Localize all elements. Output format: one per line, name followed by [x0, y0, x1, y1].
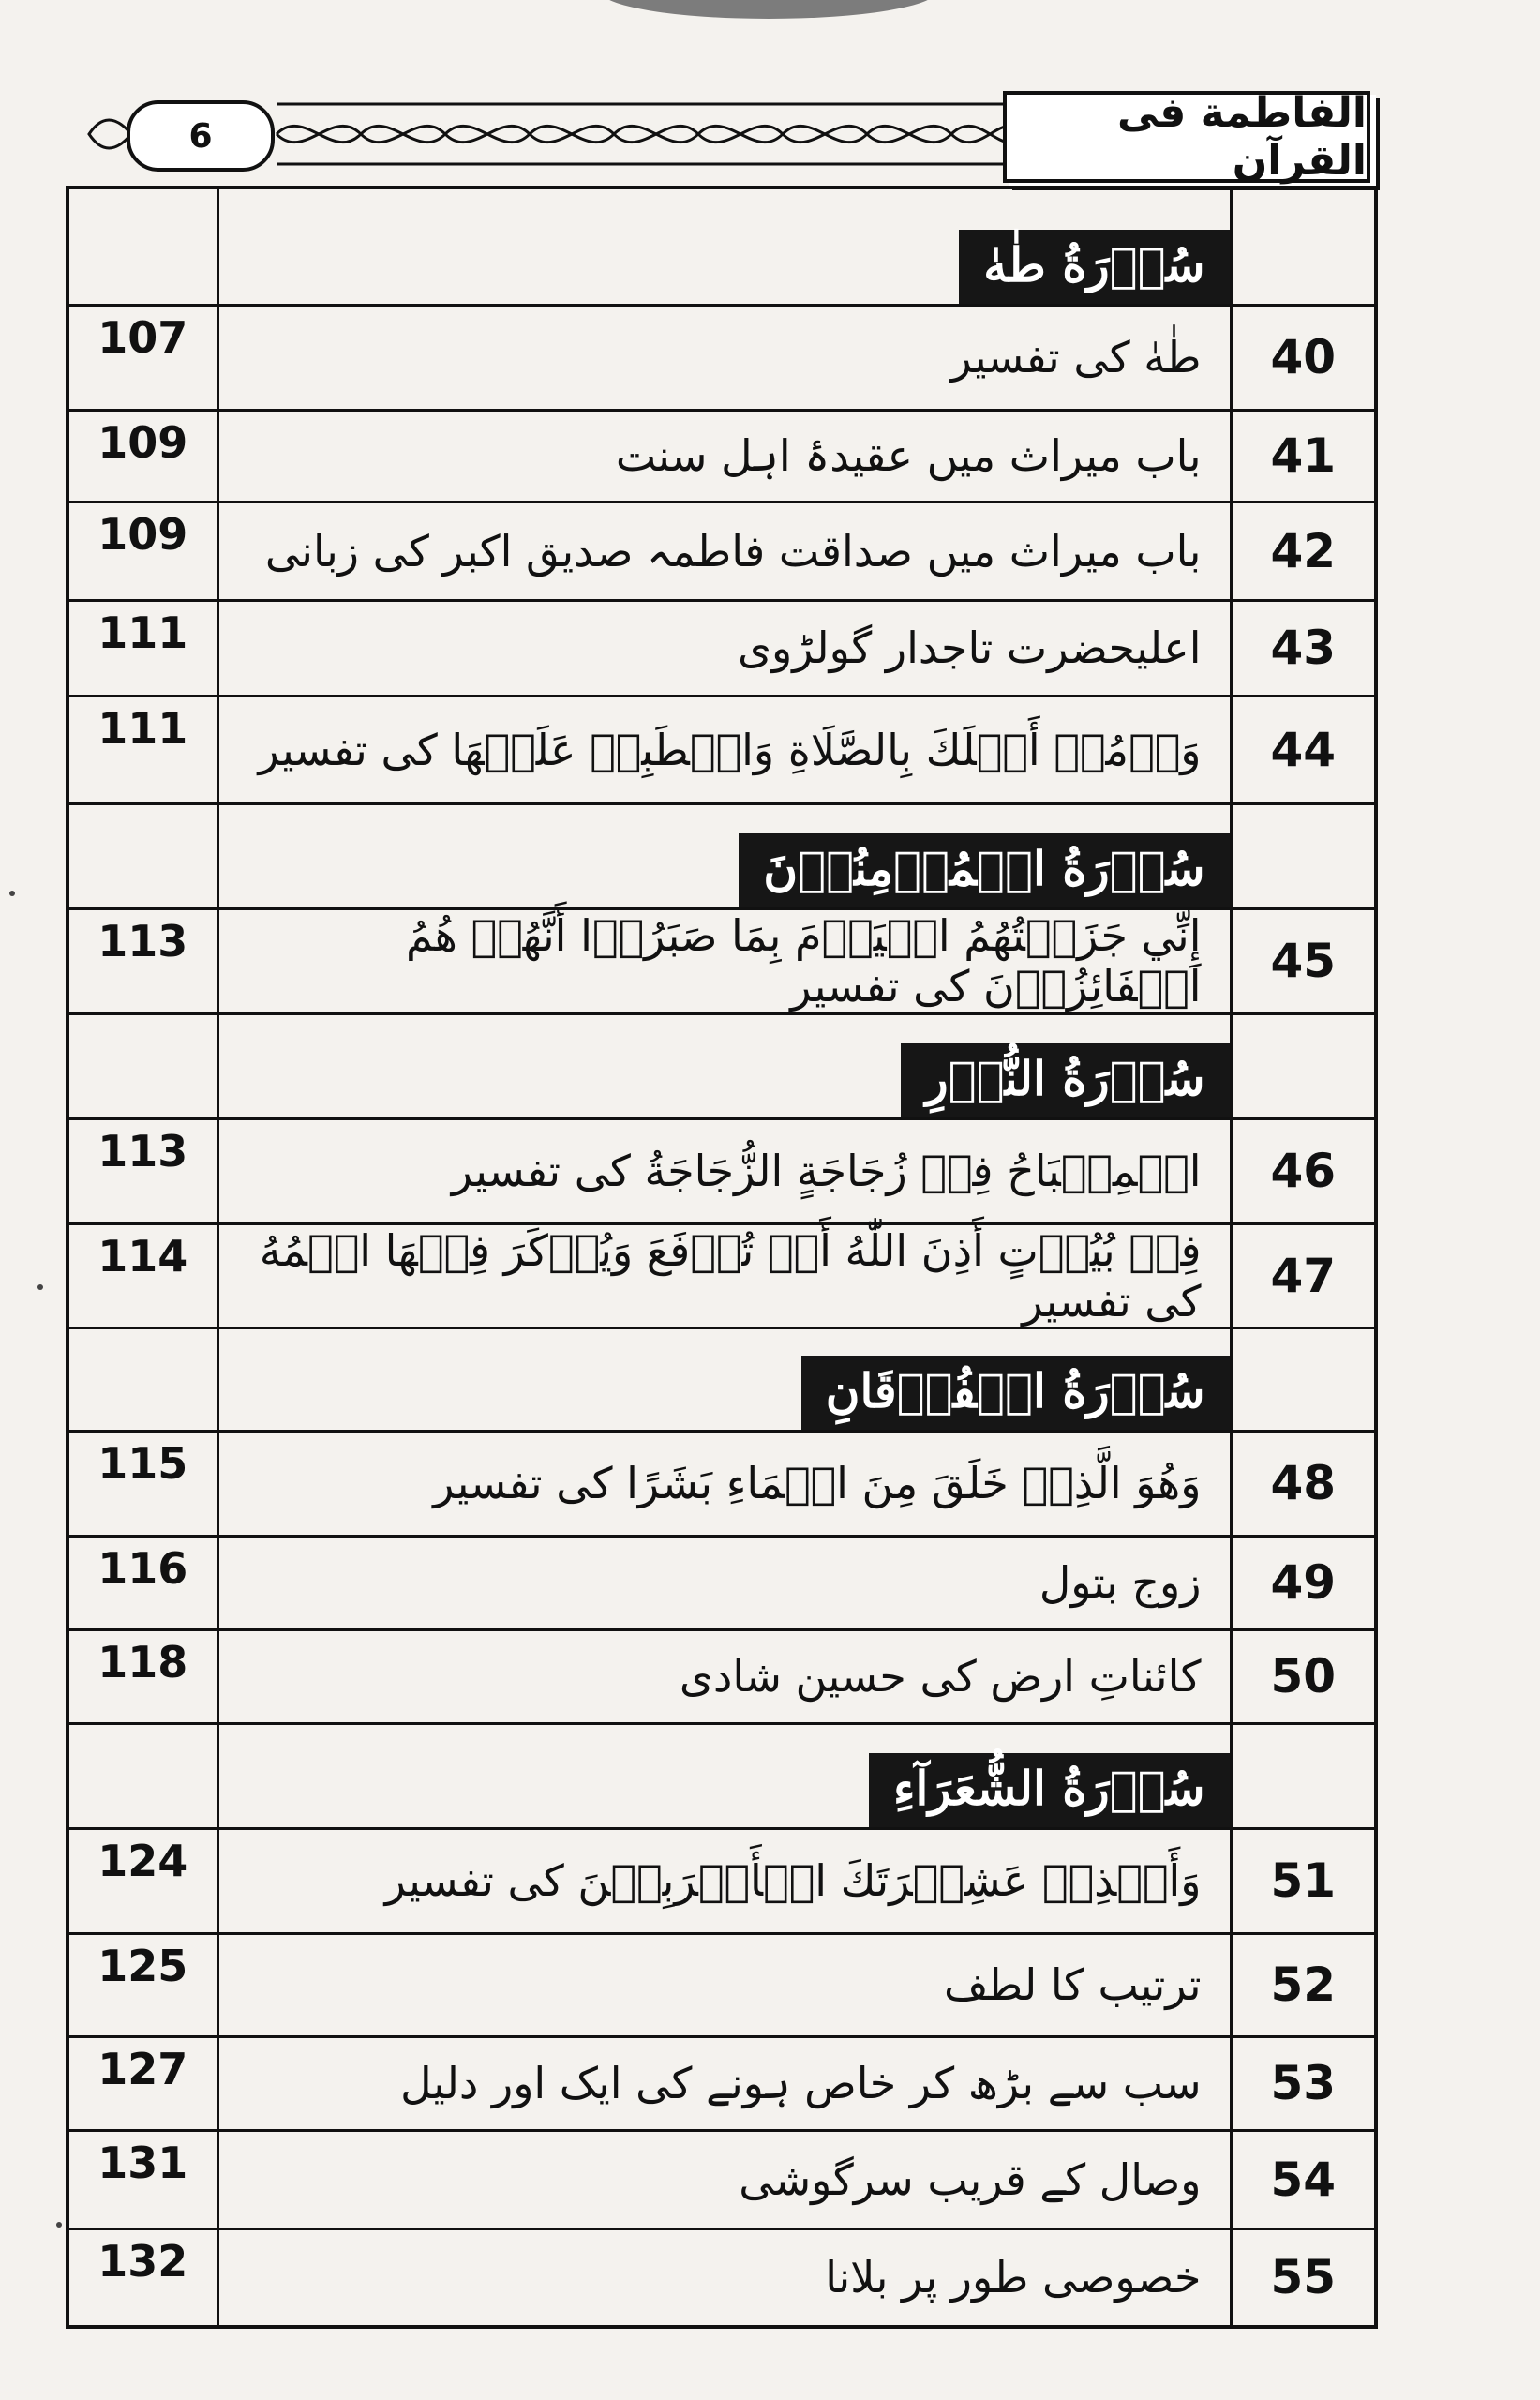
entry-title: کائناتِ ارض کی حسین شادی: [217, 1629, 1231, 1723]
entry-number: 53: [1231, 2036, 1376, 2130]
entry-number: 50: [1231, 1629, 1376, 1723]
print-speck: [37, 1284, 43, 1290]
toc-row: [67, 410, 1376, 502]
entry-number: 43: [1231, 600, 1376, 696]
page-cell: 132: [67, 2228, 217, 2327]
surah-heading-row: [67, 188, 1376, 305]
surah-cell: [217, 1013, 1231, 1118]
toc-row: [67, 600, 1376, 696]
page-cell: 113: [67, 908, 217, 1013]
entry-title: إِنِّي جَزَيۡتُهُمُ الۡيَوۡمَ بِمَا صَبَرُوۡا أَنَّهُمۡ هُمُ الۡفَائِزُوۡنَ کی تفسیر: [217, 908, 1231, 1013]
toc-row: [67, 502, 1376, 600]
surah-heading-row: [67, 803, 1376, 908]
toc-row: [67, 1118, 1376, 1223]
surah-heading-row: [67, 1723, 1376, 1828]
entry-number: 55: [1231, 2228, 1376, 2327]
page-cell: 111: [67, 600, 217, 696]
entry-number: 54: [1231, 2130, 1376, 2228]
page-number: 6: [188, 116, 213, 156]
toc-row: [67, 305, 1376, 410]
toc-row: [67, 2036, 1376, 2130]
page-cell: 131: [67, 2130, 217, 2228]
page-cell: 116: [67, 1536, 217, 1629]
page-cell: 114: [67, 1223, 217, 1328]
toc-row: [67, 1431, 1376, 1536]
print-speck: [56, 2222, 62, 2228]
surah-heading-row: [67, 1328, 1376, 1431]
page-cell: 109: [67, 502, 217, 600]
entry-number: 45: [1231, 908, 1376, 1013]
entry-title: ترتیب کا لطف: [217, 1933, 1231, 2036]
toc-row: [67, 2130, 1376, 2228]
entry-title: الۡمِصۡبَاحُ فِيۡ زُجَاجَةٍ الزُّجَاجَةُ کی تفسیر: [217, 1118, 1231, 1223]
entry-number: 48: [1231, 1431, 1376, 1536]
surah-cell: [217, 188, 1231, 305]
page-header: [80, 80, 1378, 188]
page-shadow: [600, 0, 937, 19]
entry-title: اعلیحضرت تاجدار گولڑوی: [217, 600, 1231, 696]
toc-row: [67, 1536, 1376, 1629]
entry-number: 40: [1231, 305, 1376, 410]
entry-title: وَهُوَ الَّذِيۡ خَلَقَ مِنَ الۡمَاءِ بَشَرًا کی تفسیر: [217, 1431, 1231, 1536]
entry-number: 42: [1231, 502, 1376, 600]
toc-row: [67, 908, 1376, 1013]
entry-number: 46: [1231, 1118, 1376, 1223]
surah-heading-row: [67, 1013, 1376, 1118]
entry-number: 47: [1231, 1223, 1376, 1328]
entry-number: [1231, 188, 1376, 305]
surah-title: سُوۡرَةُ الۡفُرۡقَانِ: [801, 1356, 1230, 1430]
entry-number: 51: [1231, 1828, 1376, 1933]
entry-number: [1231, 803, 1376, 908]
book-title-box: [1003, 91, 1370, 183]
page-cell: 124: [67, 1828, 217, 1933]
entry-title: طٰهٰ کی تفسیر: [217, 305, 1231, 410]
surah-title: سُوۡرَةُ الۡمُؤۡمِنُوۡنَ: [739, 833, 1229, 908]
entry-title: فِيۡ بُيُوۡتٍ أَذِنَ اللّٰهُ أَنۡ تُرۡفَعَ وَيُذۡكَرَ فِيۡهَا اسۡمُهُ کی تفسیر: [217, 1223, 1231, 1328]
page-cell: [67, 1013, 217, 1118]
surah-cell: [217, 803, 1231, 908]
page-cell: [67, 1328, 217, 1431]
page-cell: 113: [67, 1118, 217, 1223]
toc-row: [67, 1933, 1376, 2036]
toc-row: [67, 1223, 1376, 1328]
entry-number: [1231, 1723, 1376, 1828]
page-cell: 125: [67, 1933, 217, 2036]
page-cell: [67, 1723, 217, 1828]
entry-title: وَأَنۡذِرۡ عَشِيۡرَتَكَ الۡأَقۡرَبِيۡنَ کی تفسیر: [217, 1828, 1231, 1933]
toc-row: [67, 696, 1376, 803]
page-cell: [67, 188, 217, 305]
entry-number: 49: [1231, 1536, 1376, 1629]
page-number-badge: [127, 100, 275, 172]
entry-title: خصوصی طور پر بلانا: [217, 2228, 1231, 2327]
surah-cell: [217, 1723, 1231, 1828]
entry-title: زوج بتول: [217, 1536, 1231, 1629]
toc-row: [67, 2228, 1376, 2327]
entry-title: باب میراث میں عقیدۂ اہل سنت: [217, 410, 1231, 502]
page-cell: [67, 803, 217, 908]
toc-row: [67, 1828, 1376, 1933]
page-cell: 115: [67, 1431, 217, 1536]
page-cell: 127: [67, 2036, 217, 2130]
entry-title: وَأۡمُرۡ أَهۡلَكَ بِالصَّلَاةِ وَاصۡطَبِرۡ عَلَيۡهَا کی تفسیر: [217, 696, 1231, 803]
entry-number: [1231, 1013, 1376, 1118]
entry-number: 44: [1231, 696, 1376, 803]
page-cell: 109: [67, 410, 217, 502]
table-of-contents: [66, 186, 1378, 2329]
entry-number: [1231, 1328, 1376, 1431]
toc-row: [67, 1629, 1376, 1723]
entry-number: 41: [1231, 410, 1376, 502]
page-cell: 107: [67, 305, 217, 410]
entry-title: باب میراث میں صداقت فاطمہ صدیق اکبر کی زبانی: [217, 502, 1231, 600]
entry-number: 52: [1231, 1933, 1376, 2036]
page-cell: 118: [67, 1629, 217, 1723]
page-cell: 111: [67, 696, 217, 803]
entry-title: سب سے بڑھ کر خاص ہونے کی ایک اور دلیل: [217, 2036, 1231, 2130]
surah-title: سُوۡرَةُ النُّوۡرِ: [901, 1043, 1229, 1118]
print-speck: [9, 891, 15, 896]
entry-title: وصال کے قریب سرگوشی: [217, 2130, 1231, 2228]
book-title: الفاطمة فی القرآن: [1116, 89, 1367, 185]
surah-title: سُوۡرَةُ الشُّعَرَآءِ: [869, 1753, 1230, 1827]
surah-cell: [217, 1328, 1231, 1431]
surah-title: سُوۡرَةُ طٰهٰ: [959, 230, 1229, 304]
